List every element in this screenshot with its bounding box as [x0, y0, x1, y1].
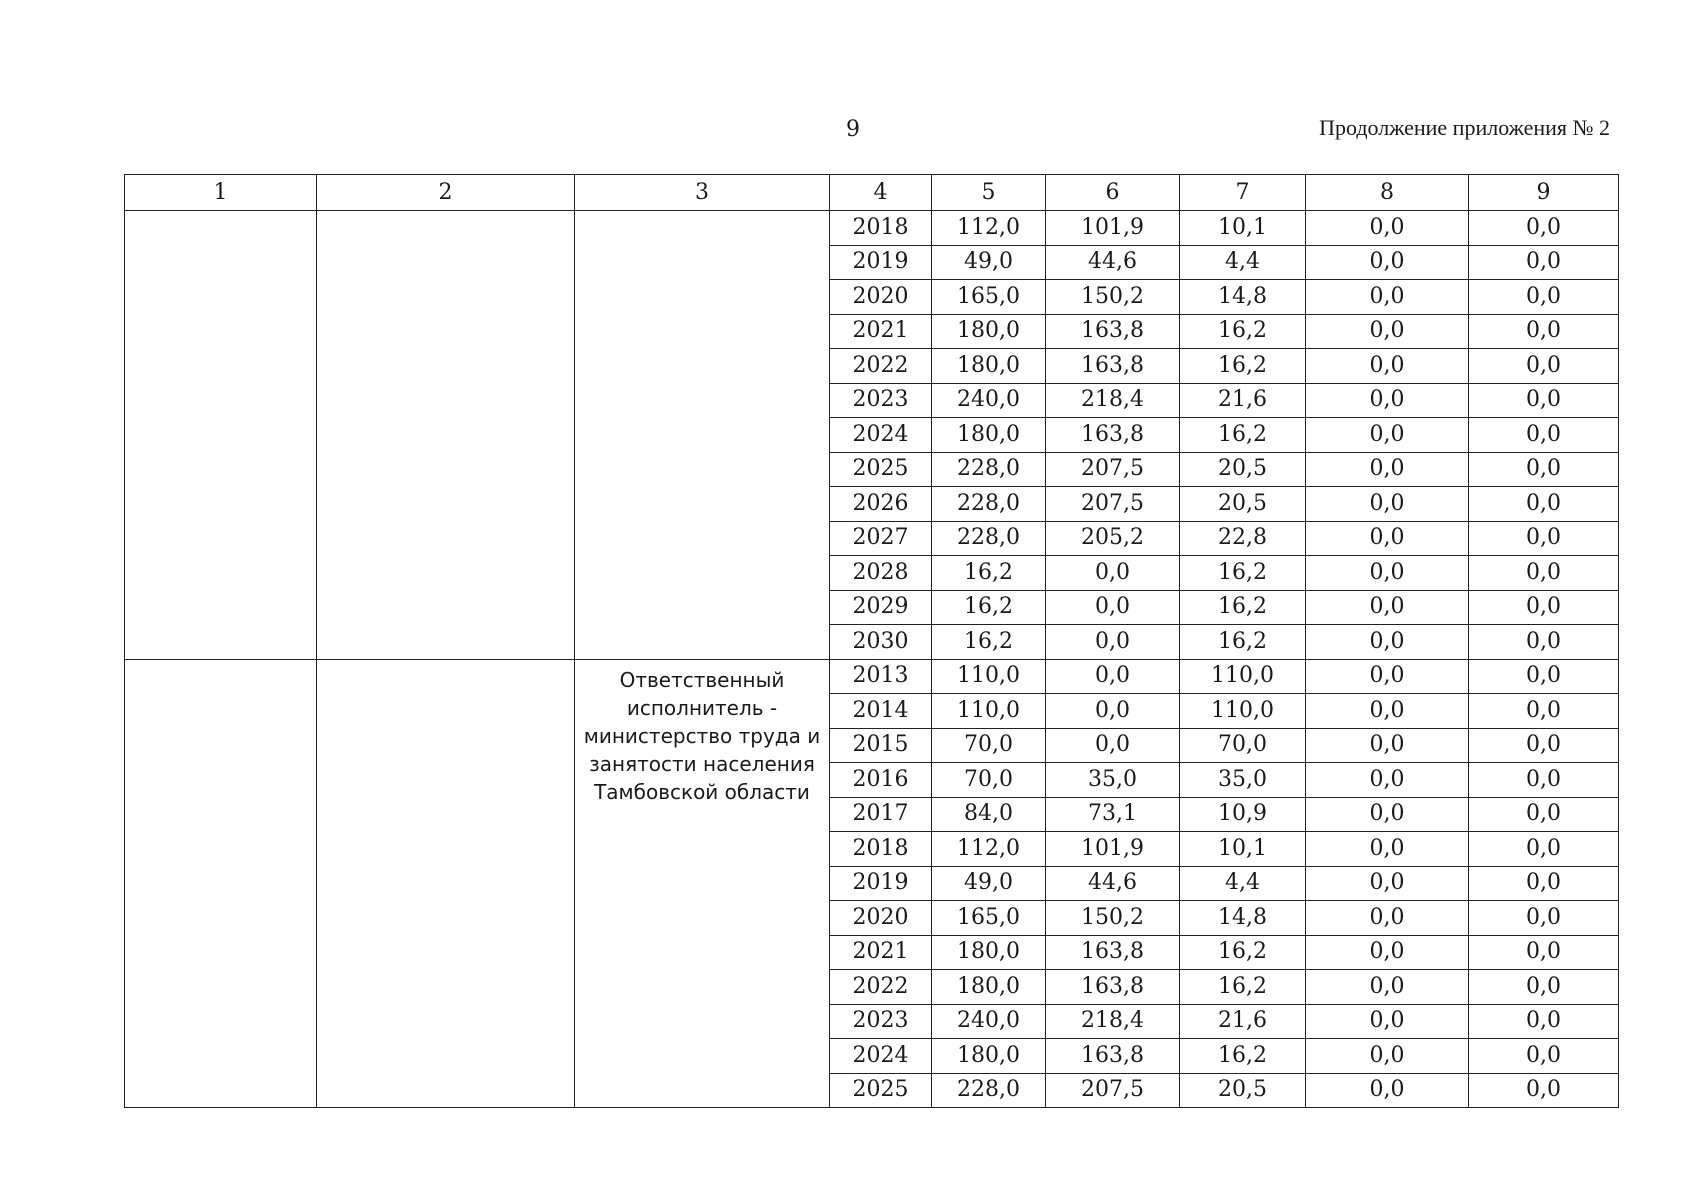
- value-cell: 0,0: [1306, 487, 1469, 522]
- year-cell: 2015: [830, 728, 932, 763]
- value-cell: 0,0: [1306, 1039, 1469, 1074]
- value-cell: 228,0: [932, 1073, 1046, 1108]
- value-cell: 16,2: [932, 625, 1046, 660]
- value-cell: 0,0: [1306, 935, 1469, 970]
- value-cell: 110,0: [1180, 694, 1306, 729]
- value-cell: 22,8: [1180, 521, 1306, 556]
- value-cell: 16,2: [932, 590, 1046, 625]
- value-cell: 0,0: [1469, 452, 1619, 487]
- value-cell: 16,2: [1180, 314, 1306, 349]
- value-cell: 0,0: [1469, 521, 1619, 556]
- page-heading: Продолжение приложения № 2: [1319, 115, 1610, 140]
- value-cell: 207,5: [1046, 1073, 1180, 1108]
- year-cell: 2025: [830, 1073, 932, 1108]
- year-cell: 2025: [830, 452, 932, 487]
- year-cell: 2016: [830, 763, 932, 798]
- column-header: 5: [932, 175, 1046, 211]
- value-cell: 165,0: [932, 901, 1046, 936]
- header-row: [125, 175, 1619, 211]
- value-cell: 44,6: [1046, 866, 1180, 901]
- value-cell: 16,2: [932, 556, 1046, 591]
- value-cell: 49,0: [932, 866, 1046, 901]
- value-cell: 0,0: [1469, 314, 1619, 349]
- value-cell: 0,0: [1306, 832, 1469, 867]
- value-cell: 0,0: [1469, 659, 1619, 694]
- value-cell: 0,0: [1306, 521, 1469, 556]
- value-cell: 110,0: [932, 659, 1046, 694]
- value-cell: 0,0: [1306, 728, 1469, 763]
- responsible-cell: [575, 659, 830, 1108]
- value-cell: 0,0: [1469, 418, 1619, 453]
- value-cell: 0,0: [1469, 625, 1619, 660]
- value-cell: 0,0: [1469, 728, 1619, 763]
- value-cell: 0,0: [1306, 901, 1469, 936]
- year-cell: 2024: [830, 1039, 932, 1074]
- value-cell: 112,0: [932, 211, 1046, 246]
- value-cell: 0,0: [1306, 590, 1469, 625]
- value-cell: 163,8: [1046, 418, 1180, 453]
- value-cell: 207,5: [1046, 487, 1180, 522]
- value-cell: 35,0: [1046, 763, 1180, 798]
- value-cell: 14,8: [1180, 901, 1306, 936]
- year-cell: 2023: [830, 1004, 932, 1039]
- value-cell: 163,8: [1046, 1039, 1180, 1074]
- value-cell: 0,0: [1306, 797, 1469, 832]
- value-cell: 180,0: [932, 349, 1046, 384]
- value-cell: 163,8: [1046, 970, 1180, 1005]
- value-cell: 10,1: [1180, 832, 1306, 867]
- value-cell: 10,9: [1180, 797, 1306, 832]
- value-cell: 0,0: [1306, 625, 1469, 660]
- value-cell: 110,0: [932, 694, 1046, 729]
- value-cell: 16,2: [1180, 349, 1306, 384]
- value-cell: 0,0: [1306, 970, 1469, 1005]
- year-cell: 2023: [830, 383, 932, 418]
- value-cell: 14,8: [1180, 280, 1306, 315]
- value-cell: 4,4: [1180, 245, 1306, 280]
- value-cell: 205,2: [1046, 521, 1180, 556]
- value-cell: 70,0: [1180, 728, 1306, 763]
- merged-cell: [317, 211, 575, 660]
- year-cell: 2027: [830, 521, 932, 556]
- value-cell: 16,2: [1180, 625, 1306, 660]
- value-cell: 0,0: [1469, 487, 1619, 522]
- value-cell: 0,0: [1469, 694, 1619, 729]
- value-cell: 0,0: [1306, 694, 1469, 729]
- value-cell: 218,4: [1046, 383, 1180, 418]
- responsible-text: Ответственный исполнитель - министерство труда и занятости населения Тамбовской области: [583, 667, 821, 804]
- value-cell: 0,0: [1469, 556, 1619, 591]
- year-cell: 2018: [830, 211, 932, 246]
- year-cell: 2014: [830, 694, 932, 729]
- value-cell: 73,1: [1046, 797, 1180, 832]
- year-cell: 2029: [830, 590, 932, 625]
- value-cell: 16,2: [1180, 418, 1306, 453]
- value-cell: 0,0: [1046, 625, 1180, 660]
- value-cell: 0,0: [1306, 763, 1469, 798]
- value-cell: 0,0: [1046, 659, 1180, 694]
- value-cell: 180,0: [932, 418, 1046, 453]
- value-cell: 20,5: [1180, 452, 1306, 487]
- value-cell: 44,6: [1046, 245, 1180, 280]
- value-cell: 0,0: [1469, 245, 1619, 280]
- value-cell: 21,6: [1180, 1004, 1306, 1039]
- year-cell: 2020: [830, 280, 932, 315]
- value-cell: 0,0: [1469, 935, 1619, 970]
- value-cell: 0,0: [1306, 314, 1469, 349]
- value-cell: 0,0: [1469, 349, 1619, 384]
- value-cell: 180,0: [932, 314, 1046, 349]
- column-header: 1: [125, 175, 317, 211]
- value-cell: 165,0: [932, 280, 1046, 315]
- value-cell: 0,0: [1469, 383, 1619, 418]
- value-cell: 0,0: [1046, 728, 1180, 763]
- responsible-cell: [575, 211, 830, 660]
- value-cell: 180,0: [932, 970, 1046, 1005]
- value-cell: 228,0: [932, 487, 1046, 522]
- value-cell: 0,0: [1306, 280, 1469, 315]
- value-cell: 16,2: [1180, 1039, 1306, 1074]
- value-cell: 0,0: [1469, 1004, 1619, 1039]
- column-header: 7: [1180, 175, 1306, 211]
- merged-cell: [125, 659, 317, 1108]
- year-cell: 2022: [830, 970, 932, 1005]
- value-cell: 70,0: [932, 728, 1046, 763]
- value-cell: 240,0: [932, 383, 1046, 418]
- value-cell: 16,2: [1180, 935, 1306, 970]
- year-cell: 2024: [830, 418, 932, 453]
- year-cell: 2028: [830, 556, 932, 591]
- year-cell: 2030: [830, 625, 932, 660]
- value-cell: 150,2: [1046, 901, 1180, 936]
- value-cell: 20,5: [1180, 1073, 1306, 1108]
- column-header: 3: [575, 175, 830, 211]
- value-cell: 0,0: [1046, 556, 1180, 591]
- value-cell: 0,0: [1306, 1073, 1469, 1108]
- year-cell: 2026: [830, 487, 932, 522]
- page-number: 9: [846, 117, 860, 142]
- year-cell: 2019: [830, 866, 932, 901]
- value-cell: 101,9: [1046, 832, 1180, 867]
- column-header: 9: [1469, 175, 1619, 211]
- value-cell: 101,9: [1046, 211, 1180, 246]
- value-cell: 70,0: [932, 763, 1046, 798]
- year-cell: 2019: [830, 245, 932, 280]
- value-cell: 0,0: [1469, 1039, 1619, 1074]
- value-cell: 16,2: [1180, 556, 1306, 591]
- value-cell: 35,0: [1180, 763, 1306, 798]
- value-cell: 0,0: [1469, 211, 1619, 246]
- column-header: 4: [830, 175, 932, 211]
- value-cell: 150,2: [1046, 280, 1180, 315]
- year-cell: 2021: [830, 935, 932, 970]
- value-cell: 110,0: [1180, 659, 1306, 694]
- value-cell: 163,8: [1046, 314, 1180, 349]
- value-cell: 180,0: [932, 935, 1046, 970]
- value-cell: 207,5: [1046, 452, 1180, 487]
- value-cell: 0,0: [1469, 1073, 1619, 1108]
- value-cell: 0,0: [1469, 280, 1619, 315]
- table-row: [125, 659, 1619, 694]
- value-cell: 0,0: [1306, 556, 1469, 591]
- value-cell: 16,2: [1180, 590, 1306, 625]
- value-cell: 0,0: [1469, 970, 1619, 1005]
- value-cell: 16,2: [1180, 970, 1306, 1005]
- year-cell: 2021: [830, 314, 932, 349]
- financing-table: [124, 174, 1619, 1108]
- value-cell: 20,5: [1180, 487, 1306, 522]
- value-cell: 240,0: [932, 1004, 1046, 1039]
- value-cell: 0,0: [1306, 418, 1469, 453]
- value-cell: 0,0: [1046, 694, 1180, 729]
- value-cell: 112,0: [932, 832, 1046, 867]
- year-cell: 2022: [830, 349, 932, 384]
- year-cell: 2018: [830, 832, 932, 867]
- value-cell: 10,1: [1180, 211, 1306, 246]
- value-cell: 0,0: [1469, 797, 1619, 832]
- value-cell: 21,6: [1180, 383, 1306, 418]
- value-cell: 0,0: [1469, 866, 1619, 901]
- merged-cell: [125, 211, 317, 660]
- value-cell: 49,0: [932, 245, 1046, 280]
- value-cell: 0,0: [1306, 245, 1469, 280]
- value-cell: 0,0: [1046, 590, 1180, 625]
- value-cell: 218,4: [1046, 1004, 1180, 1039]
- value-cell: 0,0: [1306, 349, 1469, 384]
- value-cell: 4,4: [1180, 866, 1306, 901]
- value-cell: 163,8: [1046, 349, 1180, 384]
- year-cell: 2017: [830, 797, 932, 832]
- value-cell: 0,0: [1469, 832, 1619, 867]
- column-header: 2: [317, 175, 575, 211]
- column-header: 8: [1306, 175, 1469, 211]
- value-cell: 0,0: [1306, 383, 1469, 418]
- merged-cell: [317, 659, 575, 1108]
- value-cell: 0,0: [1306, 659, 1469, 694]
- value-cell: 0,0: [1469, 590, 1619, 625]
- value-cell: 0,0: [1306, 452, 1469, 487]
- value-cell: 228,0: [932, 452, 1046, 487]
- year-cell: 2013: [830, 659, 932, 694]
- table-row: [125, 211, 1619, 246]
- value-cell: 163,8: [1046, 935, 1180, 970]
- value-cell: 0,0: [1469, 763, 1619, 798]
- value-cell: 0,0: [1306, 211, 1469, 246]
- value-cell: 84,0: [932, 797, 1046, 832]
- value-cell: 0,0: [1469, 901, 1619, 936]
- column-header: 6: [1046, 175, 1180, 211]
- value-cell: 228,0: [932, 521, 1046, 556]
- value-cell: 0,0: [1306, 1004, 1469, 1039]
- value-cell: 0,0: [1306, 866, 1469, 901]
- year-cell: 2020: [830, 901, 932, 936]
- value-cell: 180,0: [932, 1039, 1046, 1074]
